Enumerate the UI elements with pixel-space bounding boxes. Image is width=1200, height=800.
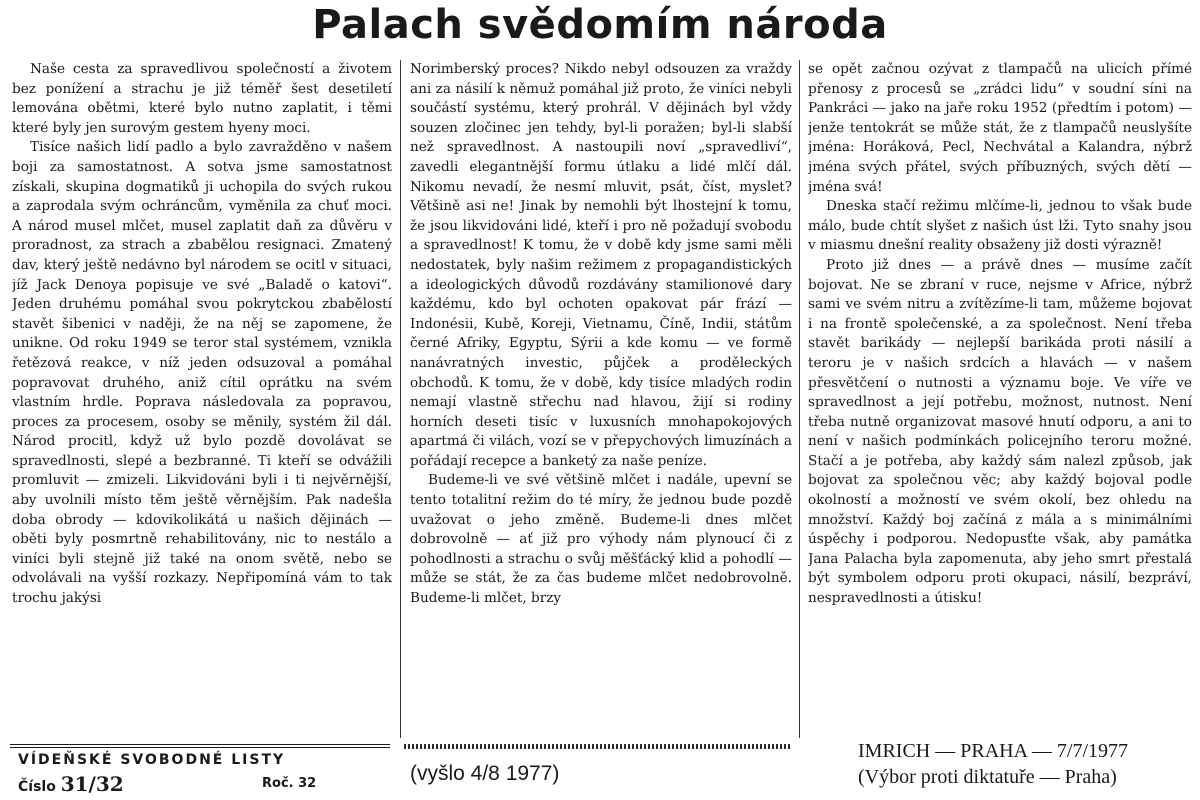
issue-number: 31/32 [60, 772, 124, 796]
byline-organization: (Výbor proti diktatuře — Praha) [858, 766, 1117, 788]
paragraph: Naše cesta za spravedlivou společností a životem bez ponížení a strachu je již téměř šest desetiletí lemována obětmi, které bylo nutno zaplatit, i těmi které byly jen surovým gestem hyeny moci. [12, 61, 392, 136]
column-rule [400, 60, 401, 738]
article-column-2 [410, 60, 792, 738]
dotted-rule [404, 744, 790, 749]
publication-date: (vyšlo 4/8 1977) [410, 762, 560, 785]
paragraph: se opět začnou ozývat z tlampačů na ulicích přímé přenosy z procesů se „zrádci lidu“ v soudní síni na Pankráci — jako na jaře roku 1952 (předtím i potom) — jenže tentokrát se může stát, že z tlampačů neuslyšíte jména: Horáková, Pecl, Nechvátal a Kalandra, nýbrž jména svých přátel, svých příbuzných, svých dětí — jména svá! [808, 61, 1192, 195]
masthead-year: Roč. 32 [262, 776, 317, 791]
paragraph: Dneska stačí režimu mlčíme-li, jednou to však bude málo, bude chtít slyšet z našich úst lži. Tyto snahy jsou v miasmu dnešní reality obsaženy již dosti výrazně! [808, 198, 1192, 254]
article-column-3 [808, 60, 1192, 738]
masthead-issue [18, 772, 124, 796]
paragraph: Budeme-li ve své většině mlčet i nadále, upevní se tento totalitní režim do té míry, že jednou bude pozdě uvažovat o jeho změně. Budeme-li dnes mlčet dobrovolně — ať již pro výhody nám plynoucí či z pohodlnosti a strachu o svůj měšťácký klid a pohodlí — může se stát, že za čas budeme mlčet nedobrovolně. Budeme-li mlčet, brzy [410, 472, 792, 607]
paragraph: Proto již dnes — a právě dnes — musíme začít bojovat. Ne se zbraní v ruce, nejsme v Africe, nýbrž sami ve svém nitru a zvítězíme-li tam, můžeme bojovat i na frontě společenské, a za společnost. Není třeba stavět barikády — nejlepší barikáda proti násilí a teroru je v našich srdcích a hlavách — v našem přesvětčení o nutnosti a významu boje. Ve víře ve spravedlnost a její potřebu, možnost, nutnost. Není třeba nutně organizovat masové hnutí odporu, a ani to není v našich podmínkách policejního teroru možné. Stačí a je potřeba, aby každý sám nalezl způsob, jak bojovat za společnou věc; aby každý bojoval podle okolností a možností ve svém okolí, bez ohledu na množství. Každý boj začíná z mála a s minimálními úspěchy i podporou. Nedopusťte však, aby památka Jana Palacha byla zapomenuta, aby jeho smrt přestalá být symbolem odporu proti okupaci, násilí, bezpráví, nespravedlnosti a útisku! [808, 256, 1192, 607]
issue-label: Číslo [18, 779, 56, 795]
article-column-1 [12, 60, 392, 738]
masthead-rule [10, 744, 390, 748]
article-headline: Palach svědomím národa [312, 2, 888, 48]
byline [858, 738, 1128, 790]
masthead-name: VÍDEŇSKÉ SVOBODNÉ LISTY [18, 752, 286, 768]
paragraph: Norimberský proces? Nikdo nebyl odsouzen za vraždy ani za násilí k němuž pomáhal již proto, že viníci nebyli součástí systému, který prohrál. V dějinách byl vždy souzen zločinec jen tehdy, byl-li poražen; byl-li slabší než spravedlnost. A nastoupili noví „spravedliví“, zavedli elegantnější formu útlaku a lidé mlčí dál. Nikomu nevadí, že nesmí mluvit, psát, číst, myslet? Většině asi ne! Jinak by nemohli být lhostejní k tomu, že jsou likvidováni lidé, kteří i pro ně požadují svobodu a spravedlnost! K tomu, že v době kdy jsme sami měli nedostatek, byly našim režimem z propagandistických a ideologických důvodů rozdávány stamilionové dary každému, kdo byl ochoten opakovat pár frází — Indonésii, Kubě, Koreji, Vietnamu, Číně, Indii, státům černé Afriky, Egyptu, Sýrii a kde komu — ve formě nanávratných investic, půjček a proděleckých obchodů. K tomu, že v době, kdy tisíce mladých rodin nemají vlastně střechu nad hlavou, žijí si rodiny horních deseti tisíc v luxusních mnohapokojových apartmá či vilách, vozí se v přepychových limuzínách a pořádají recepce a banketý za naše peníze. [410, 61, 792, 469]
paragraph: Tisíce našich lidí padlo a bylo zavražděno v našem boji za samostatnost. A sotva jsme samostatnost získali, skupina dogmatiků ji uchopila do svých rukou a zaprodala svým ochráncům, vyměnila za chuť moci. A národ musel mlčet, musel zaplatit daň za důvěru v proradnost, za strach a zbabělou resignaci. Zmatený dav, který ještě nedávno byl národem se ocitl v situaci, jíž Jack Denoya popisuje ve své „Baladě o katovi“. Jeden druhému pomáhal svou pokrytckou zbabělostí stavět šibenici v naději, že na něj se zapomene, že unikne. Od roku 1949 se teror stal systémem, vznikla řetězová reakce, v níž jeden odsuzoval a pomáhal popravovat druhého, aniž cítil oprátku na svém vlastním hrdle. Poprava následovala za popravou, proces za procesem, osoby se měnily, systém žil dál. Národ procitl, když už bylo pozdě dovolávat se spravedlnosti, slepé a bezbranné. Ti kteří se odvážili promluvit — zmizeli. Likvidováni byli i ti nejvěrnější, aby uvolnili místo těm ještě věrnějším. Pak nadešla doba obrody — kdovikolikátá u našich dějinách — oběti byly posmrtně rehabilitovány, nic to nestálo a viníci byli stejně již také na onom světě, nebo se odvolávali na vyšší rozkazy. Nepřipomíná vám to tak trochu jakýsi [12, 139, 392, 607]
byline-author: IMRICH — PRAHA — 7/7/1977 [858, 740, 1129, 762]
column-rule [799, 60, 800, 738]
